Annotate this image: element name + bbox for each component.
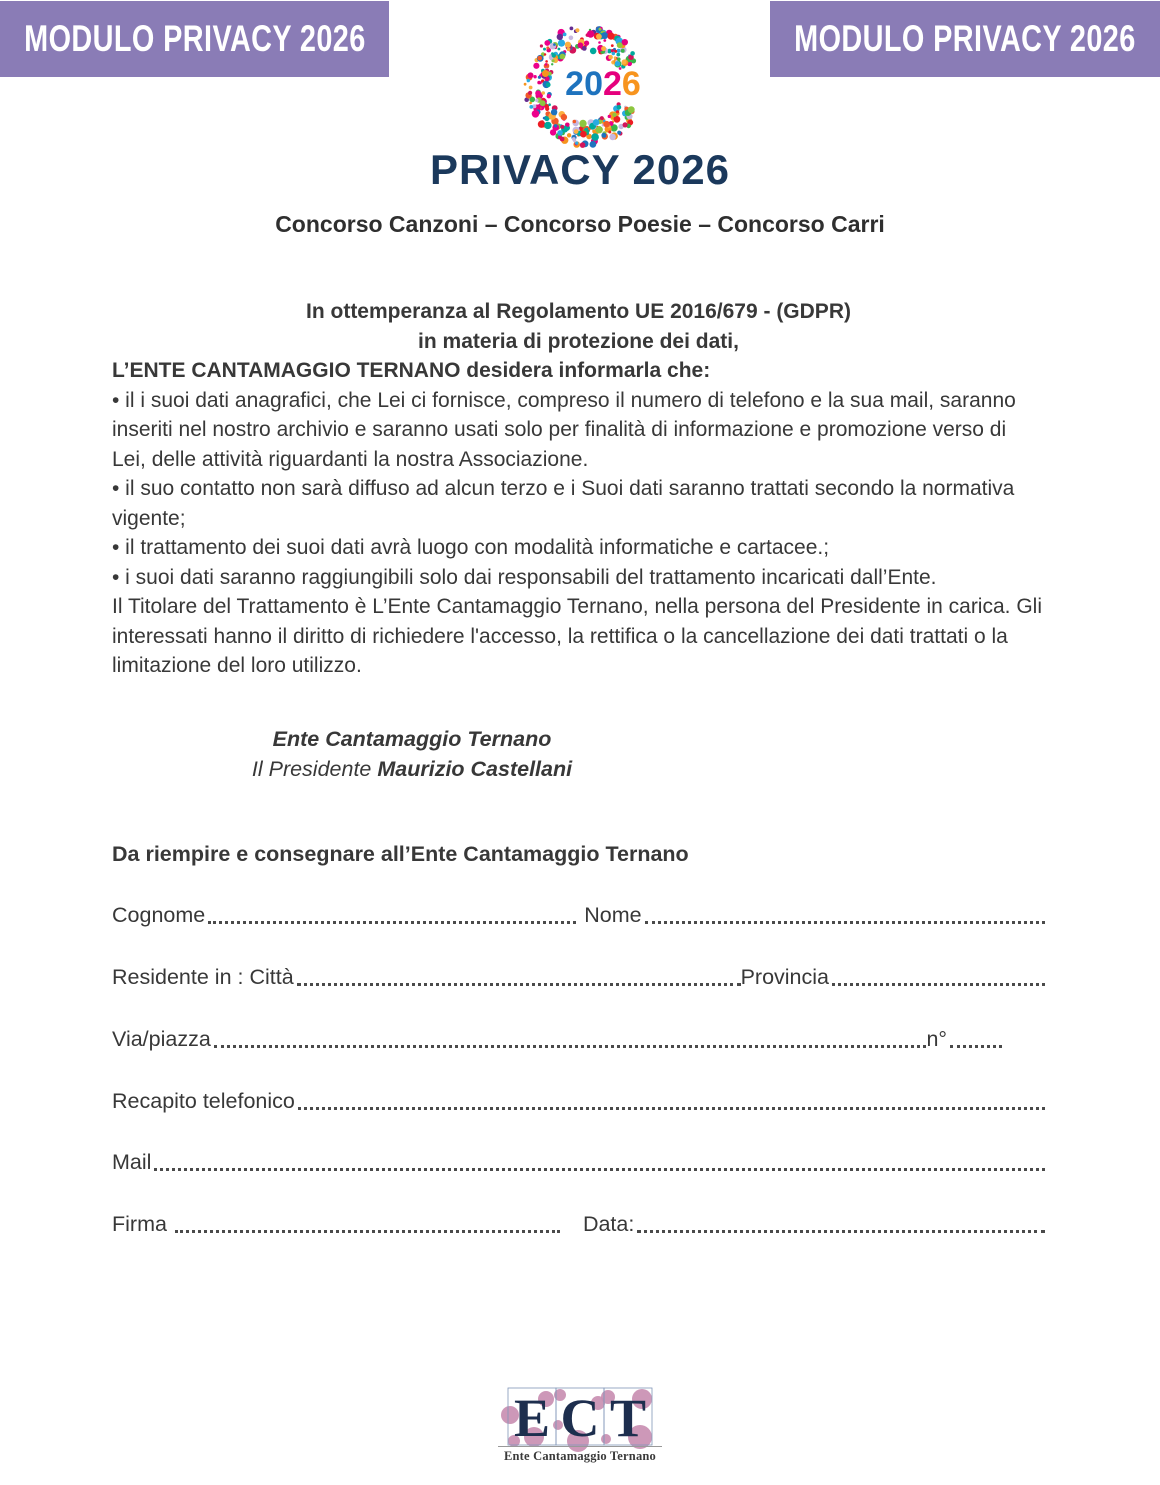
form-row-cognome-nome <box>112 903 1045 928</box>
bullet-trattamento: • il trattamento dei suoi dati avrà luogo con modalità informatiche e cartacee.; <box>112 536 830 559</box>
ect-letter-c: C <box>560 1388 600 1448</box>
dotted-fill-cognome <box>208 920 576 924</box>
dotted-fill-provincia <box>832 982 1045 986</box>
form-row-residenza <box>112 965 1045 990</box>
signature-president-name: Maurizio Castellani <box>377 757 573 781</box>
dotted-fill-citta <box>297 982 741 986</box>
banner-modulo-privacy-left <box>0 1 389 77</box>
label-numero-civico: n° <box>926 1027 947 1051</box>
ect-footer-logo <box>494 1387 666 1465</box>
form-row-firma-data <box>112 1212 1045 1237</box>
signature-president-line <box>112 754 712 784</box>
footer-caption: Ente Cantamaggio Ternano <box>503 1449 657 1463</box>
logo-year-digit: 6 <box>621 65 641 103</box>
label-citta: Residente in : Città <box>112 965 294 989</box>
signature-block <box>112 724 712 784</box>
bullet-responsabili: • i suoi dati saranno raggiungibili solo dai responsabili del trattamento incaricati dall’Ente. <box>112 565 937 589</box>
ect-letter-t: T <box>609 1388 647 1448</box>
banner-right-label: MODULO PRIVACY 2026 <box>794 18 1136 59</box>
page-subtitle: Concorso Canzoni – Concorso Poesie – Concorso Carri <box>275 211 885 237</box>
dotted-fill-data <box>637 1229 1045 1233</box>
gdpr-notice-text <box>112 297 1045 681</box>
label-cognome: Cognome <box>112 903 206 927</box>
page-title: PRIVACY 2026 <box>430 146 730 193</box>
cantamaggio-2026-logo <box>505 14 655 164</box>
signature-role: Il Presidente <box>251 757 378 781</box>
dotted-fill-nome <box>645 920 1045 924</box>
logo-year-digit: 2 <box>565 65 585 103</box>
intro-line-1: In ottemperanza al Regolamento UE 2016/679 - (GDPR) <box>306 300 851 323</box>
label-nome: Nome <box>584 903 642 927</box>
form-row-mail <box>112 1150 1045 1175</box>
dotted-fill-mail <box>154 1167 1045 1171</box>
closing-paragraph: Il Titolare del Trattamento è L’Ente Cantamaggio Ternano, nella persona del Presidente in carica. Gli interessati hanno il diritto di richiedere l'accesso, la rettifica o la cancellazione dei dati trattati o la limitazione del loro utilizzo. <box>112 595 1042 677</box>
logo-year-2026 <box>561 65 645 103</box>
label-data: Data: <box>582 1212 635 1236</box>
logo-year-digit: 2 <box>603 65 622 103</box>
signature-org: Ente Cantamaggio Ternano <box>272 727 552 751</box>
dotted-fill-via <box>214 1044 927 1048</box>
form-row-via <box>112 1027 1002 1052</box>
label-recapito-telefonico: Recapito telefonico <box>112 1089 295 1113</box>
dotted-fill-telefono <box>298 1106 1045 1110</box>
banner-left-label: MODULO PRIVACY 2026 <box>23 18 366 59</box>
label-firma: Firma <box>112 1212 167 1236</box>
dotted-fill-numero <box>950 1044 1002 1048</box>
label-via-piazza: Via/piazza <box>112 1027 211 1051</box>
form-instruction: Da riempire e consegnare all’Ente Cantamaggio Ternano <box>112 842 689 866</box>
form-row-telefono <box>112 1089 1045 1114</box>
bullet-anagrafici: • il i suoi dati anagrafici, che Lei ci fornisce, compreso il numero di telefono e la sua mail, saranno inseriti nel nostro archivio e saranno usati solo per finalità di informazione e promozione verso di Lei, delle attività riguardanti la nostra Associazione. <box>112 388 1016 471</box>
label-provincia: Provincia <box>740 965 829 989</box>
dotted-fill-firma <box>175 1229 560 1233</box>
logo-year-digit: 0 <box>584 65 603 103</box>
banner-modulo-privacy-right <box>770 1 1160 77</box>
ect-letter-e: E <box>513 1388 551 1448</box>
bullet-contatto: • il suo contatto non sarà diffuso ad alcun terzo e i Suoi dati saranno trattati secondo la normativa vigente; <box>112 477 1015 530</box>
intro-heading: L’ENTE CANTAMAGGIO TERNANO desidera informarla che: <box>112 359 711 382</box>
label-mail: Mail <box>112 1150 152 1174</box>
intro-line-2: in materia di protezione dei dati, <box>418 329 739 353</box>
